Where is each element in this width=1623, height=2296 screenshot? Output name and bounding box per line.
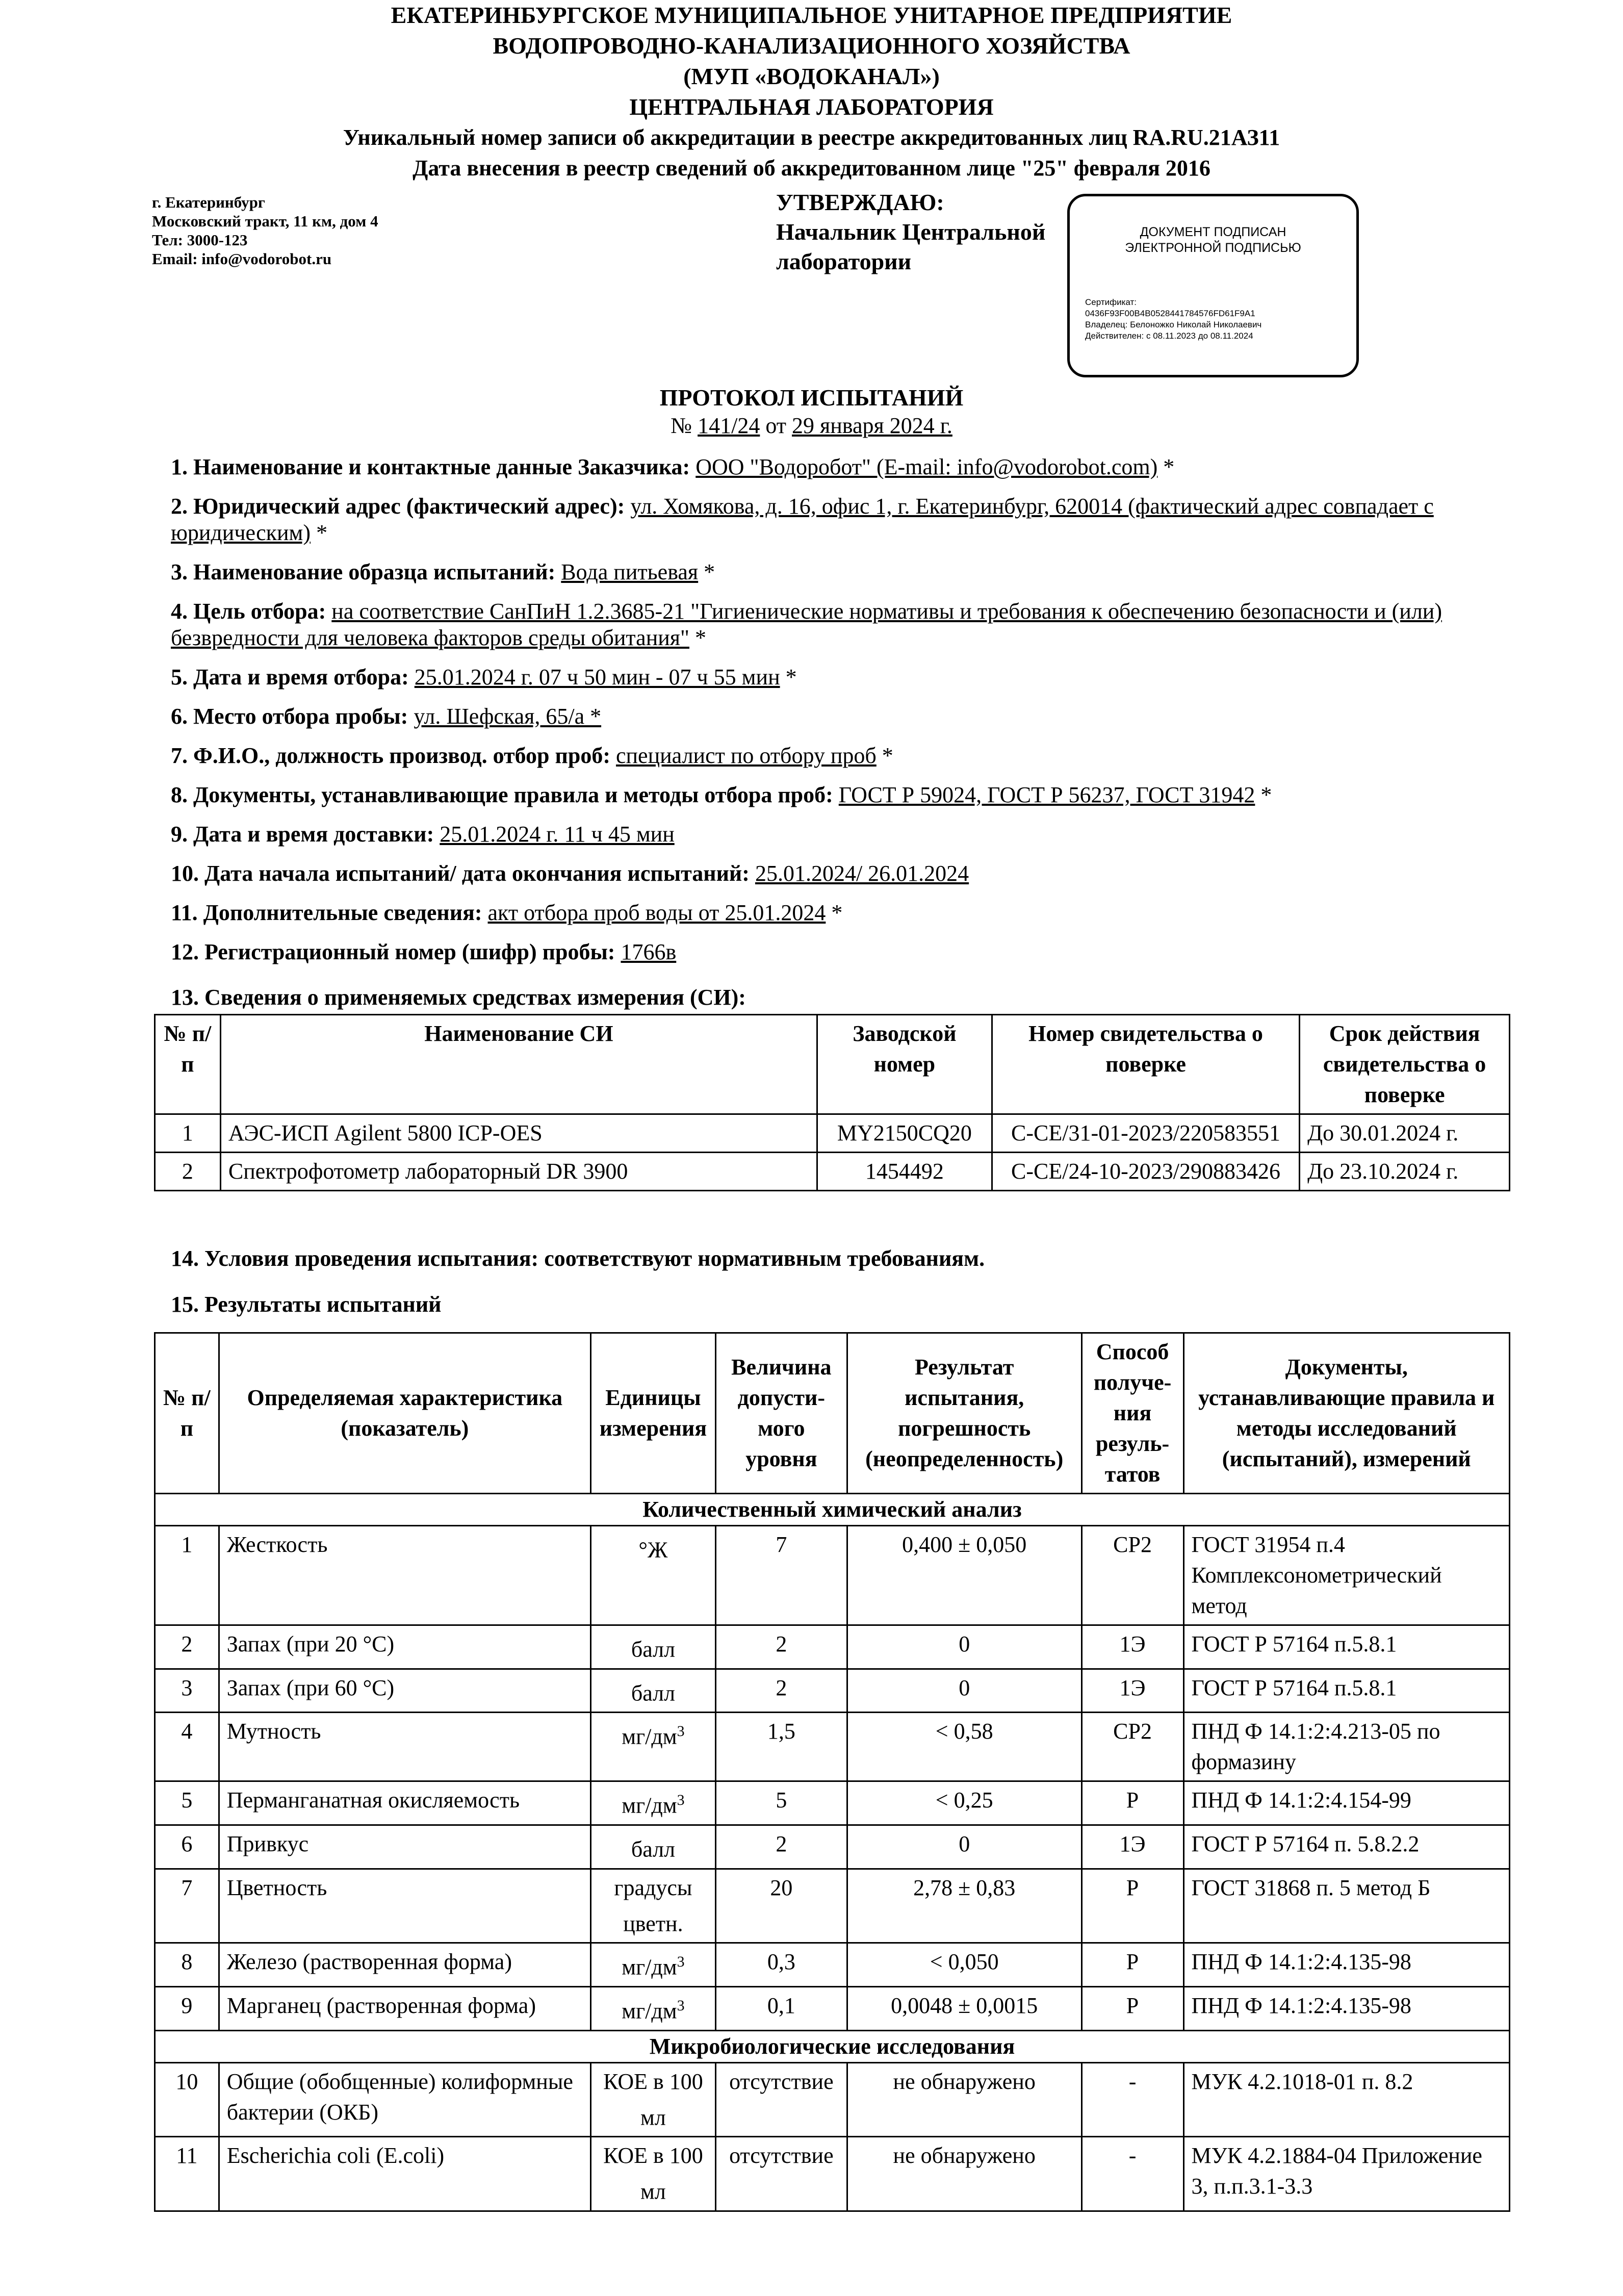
cell-limit: 7 (715, 1526, 847, 1625)
stamp-validity: Действителен: с 08.11.2023 до 08.11.2024 (1085, 331, 1253, 341)
item-suffix: * (1157, 454, 1175, 479)
cell-number: 2 (155, 1625, 219, 1669)
table-row (155, 1669, 1510, 1713)
unit-text: балл (631, 1637, 676, 1662)
stamp-details (1085, 297, 1261, 342)
stamp-title-line: ДОКУМЕНТ ПОДПИСАН (1140, 225, 1286, 239)
table-row (155, 1153, 1510, 1191)
contact-email: Email: info@vodorobot.ru (152, 250, 332, 268)
cell-certificate: С-СЕ/31-01-2023/220583551 (992, 1114, 1299, 1153)
cell-documents: ГОСТ Р 57164 п.5.8.1 (1183, 1625, 1510, 1669)
item-value: 25.01.2024 г. 07 ч 50 мин - 07 ч 55 мин (414, 665, 780, 690)
cell-validity: До 30.01.2024 г. (1300, 1114, 1510, 1153)
cell-number: 1 (155, 1526, 219, 1625)
item-sampler (171, 743, 1507, 769)
table-row (155, 2062, 1510, 2137)
cell-documents: ГОСТ 31954 п.4 Комплексонометрический метод (1183, 1526, 1510, 1625)
col-header-method: Способ получе-ния резуль-татов (1081, 1333, 1183, 1494)
header-line-short: (МУП «ВОДОКАНАЛ») (683, 63, 940, 89)
item-suffix: * (780, 665, 797, 690)
item-customer (171, 454, 1507, 480)
unit-text: мг/дм (622, 1954, 677, 1980)
item-label: 12. Регистрационный номер (шифр) пробы: (171, 939, 621, 964)
col-header-validity: Срок действия свидетельства о поверке (1300, 1015, 1510, 1114)
e-signature-stamp (1067, 194, 1359, 377)
cell-units (590, 1781, 715, 1825)
item-value: ул. Шефская, 65/а * (414, 704, 602, 729)
cell-number: 7 (155, 1869, 219, 1943)
item-value: ул. Хомякова, д. 16, офис 1, г. Екатеринбург, 620014 (фактический адрес совпадает с юридическим) (171, 494, 1434, 545)
protocol-number-prefix: № (671, 413, 698, 438)
item-value: ГОСТ Р 59024, ГОСТ Р 56237, ГОСТ 31942 (838, 782, 1255, 807)
cell-validity: До 23.10.2024 г. (1300, 1153, 1510, 1191)
cell-result: не обнаружено (847, 2062, 1081, 2137)
group-row-chemistry (155, 1494, 1510, 1526)
item-value: 1766в (621, 939, 677, 964)
table-row (155, 1825, 1510, 1869)
item-label: 7. Ф.И.О., должность производ. отбор проб: (171, 743, 616, 768)
cell-serial: MY2150CQ20 (817, 1114, 992, 1153)
cell-documents: МУК 4.2.1018-01 п. 8.2 (1183, 2062, 1510, 2137)
unit-text: мг/дм (622, 1998, 677, 2024)
approve-title: УТВЕРЖДАЮ: (776, 189, 944, 215)
cell-units (590, 1943, 715, 1987)
cell-characteristic: Перманганатная окисляемость (219, 1781, 590, 1825)
cell-documents: ПНД Ф 14.1:2:4.213-05 по формазину (1183, 1713, 1510, 1781)
group-row-microbiology (155, 2030, 1510, 2062)
contact-phone: Тел: 3000-123 (152, 231, 248, 249)
cell-method: - (1081, 2062, 1183, 2137)
item-value: ООО "Водоробот" (E-mail: info@vodorobot.com) (695, 454, 1158, 479)
cell-documents: МУК 4.2.1884-04 Приложение 3, п.п.3.1-3.3 (1183, 2137, 1510, 2211)
item-suffix: * (698, 559, 715, 584)
unit-text: мг/дм (622, 1724, 677, 1749)
item-value: на соответствие СанПиН 1.2.3685-21 "Гигиенические нормативы и требования к обеспечению безопасности и (или) безвредности для человека факторов среды обитания" (171, 599, 1442, 650)
cell-number: 6 (155, 1825, 219, 1869)
item-value: Вода питьевая (561, 559, 699, 584)
item-label: 4. Цель отбора: (171, 599, 332, 624)
stamp-owner: Владелец: Белоножко Николай Николаевич (1085, 320, 1262, 329)
item-delivery-datetime (171, 821, 1507, 848)
cell-limit: 1,5 (715, 1713, 847, 1781)
protocol-title: ПРОТОКОЛ ИСПЫТАНИЙ (659, 385, 964, 411)
item-sampling-datetime (171, 664, 1507, 691)
col-header-units: Единицы измерения (590, 1333, 715, 1494)
protocol-number-line (0, 413, 1623, 439)
cell-documents: ПНД Ф 14.1:2:4.135-98 (1183, 1986, 1510, 2030)
item-suffix: * (826, 900, 843, 925)
si-table (154, 1014, 1510, 1191)
item-test-dates (171, 860, 1507, 887)
cell-si-name: АЭС-ИСП Agilent 5800 ICP-OES (220, 1114, 817, 1153)
contact-city: г. Екатеринбург (152, 193, 265, 211)
cell-limit: 2 (715, 1625, 847, 1669)
cell-method: Р (1081, 1943, 1183, 1987)
organization-header (0, 0, 1623, 184)
cell-method: 1Э (1081, 1669, 1183, 1713)
item-suffix: * (876, 743, 893, 768)
contact-address: Московский тракт, 11 км, дом 4 (152, 212, 378, 230)
cell-method: СР2 (1081, 1713, 1183, 1781)
cell-units (590, 1526, 715, 1625)
cell-documents: ГОСТ Р 57164 п.5.8.1 (1183, 1669, 1510, 1713)
item-label: 6. Место отбора пробы: (171, 704, 414, 729)
cell-limit: отсутствие (715, 2062, 847, 2137)
col-header-si-name: Наименование СИ (220, 1015, 817, 1114)
cell-number: 9 (155, 1986, 219, 2030)
cell-method: Р (1081, 1781, 1183, 1825)
cell-limit: отсутствие (715, 2137, 847, 2211)
col-header-limit: Величина допусти-мого уровня (715, 1333, 847, 1494)
cell-number: 5 (155, 1781, 219, 1825)
approve-position: Начальник Центральной (776, 219, 1046, 245)
unit-exponent: 3 (677, 1723, 685, 1740)
item-label: 10. Дата начала испытаний/ дата окончания испытаний: (171, 861, 755, 886)
cell-method: СР2 (1081, 1526, 1183, 1625)
protocol-items (171, 454, 1507, 978)
item-sampling-documents (171, 782, 1507, 808)
unit-text: КОЕ в 100 мл (603, 2143, 703, 2204)
cell-result: < 0,25 (847, 1781, 1081, 1825)
unit-text: КОЕ в 100 мл (603, 2069, 703, 2130)
results-table-body (155, 1494, 1510, 2211)
item-value: акт отбора проб воды от 25.01.2024 (487, 900, 826, 925)
header-line-org: ЕКАТЕРИНБУРГСКОЕ МУНИЦИПАЛЬНОЕ УНИТАРНОЕ ПРЕДПРИЯТИЕ (391, 2, 1232, 28)
stamp-title-line: ЭЛЕКТРОННОЙ ПОДПИСЬЮ (1125, 241, 1301, 255)
unit-text: балл (631, 1680, 676, 1706)
cell-result: 0 (847, 1625, 1081, 1669)
cell-characteristic: Общие (обобщенные) колиформные бактерии (ОКБ) (219, 2062, 590, 2137)
unit-text: балл (631, 1836, 676, 1862)
item-sampling-place (171, 703, 1507, 730)
cell-characteristic: Запах (при 60 °С) (219, 1669, 590, 1713)
cell-result: не обнаружено (847, 2137, 1081, 2211)
col-header-number: № п/п (155, 1333, 219, 1494)
cell-units (590, 1713, 715, 1781)
cell-limit: 2 (715, 1669, 847, 1713)
cell-units (590, 1669, 715, 1713)
cell-units (590, 1625, 715, 1669)
cell-documents: ПНД Ф 14.1:2:4.154-99 (1183, 1781, 1510, 1825)
cell-limit: 0,3 (715, 1943, 847, 1987)
approve-position-2: лаборатории (776, 248, 912, 274)
unit-exponent: 3 (677, 1792, 685, 1809)
table-row (155, 1869, 1510, 1943)
col-header-result: Результат испытания, погрешность (неопределенность) (847, 1333, 1081, 1494)
cell-si-name: Спектрофотометр лабораторный DR 3900 (220, 1153, 817, 1191)
cell-units (590, 2137, 715, 2211)
cell-result: < 0,58 (847, 1713, 1081, 1781)
cell-limit: 2 (715, 1825, 847, 1869)
cell-limit: 0,1 (715, 1986, 847, 2030)
cell-method: 1Э (1081, 1825, 1183, 1869)
protocol-number: 141/24 (698, 413, 760, 438)
cell-limit: 20 (715, 1869, 847, 1943)
cell-documents: ГОСТ Р 57164 п. 5.8.2.2 (1183, 1825, 1510, 1869)
protocol-date: 29 января 2024 г. (792, 413, 952, 438)
item-value: специалист по отбору проб (615, 743, 877, 768)
item-label: 2. Юридический адрес (фактический адрес): (171, 494, 631, 519)
unit-exponent: 3 (677, 1953, 685, 1971)
item-label: 9. Дата и время доставки: (171, 822, 440, 847)
col-header-documents: Документы, устанавливающие правила и методы исследований (испытаний), измерений (1183, 1333, 1510, 1494)
table-row (155, 1114, 1510, 1153)
unit-text: °Ж (638, 1537, 668, 1563)
item-label: 3. Наименование образца испытаний: (171, 559, 561, 584)
cell-units (590, 1869, 715, 1943)
item-suffix: * (689, 625, 707, 650)
col-header-number: № п/п (155, 1015, 221, 1114)
cell-result: 0,0048 ± 0,0015 (847, 1986, 1081, 2030)
col-header-serial: Заводской номер (817, 1015, 992, 1114)
cell-method: Р (1081, 1869, 1183, 1943)
cell-characteristic: Escherichia coli (E.coli) (219, 2137, 590, 2211)
item-value: 25.01.2024 г. 11 ч 45 мин (440, 822, 675, 847)
protocol-date-prefix: от (760, 413, 792, 438)
table-row (155, 1713, 1510, 1781)
cell-units (590, 1825, 715, 1869)
item-label: 5. Дата и время отбора: (171, 665, 415, 690)
unit-exponent: 3 (677, 1997, 685, 2014)
stamp-certificate-label: Сертификат: (1085, 297, 1137, 307)
cell-serial: 1454492 (817, 1153, 992, 1191)
item-value: 25.01.2024/ 26.01.2024 (755, 861, 969, 886)
table-row (155, 2137, 1510, 2211)
results-table (154, 1332, 1510, 2212)
header-line-org2: ВОДОПРОВОДНО-КАНАЛИЗАЦИОННОГО ХОЗЯЙСТВА (493, 33, 1130, 59)
si-section-label: 13. Сведения о применяемых средствах измерения (СИ): (171, 985, 746, 1010)
item-registration-number (171, 939, 1507, 965)
cell-number: 11 (155, 2137, 219, 2211)
group-label: Количественный химический анализ (155, 1494, 1510, 1526)
si-table-header (155, 1015, 1510, 1114)
item-sample-name (171, 559, 1507, 585)
cell-documents: ПНД Ф 14.1:2:4.135-98 (1183, 1943, 1510, 1987)
cell-units (590, 2062, 715, 2137)
cell-characteristic: Мутность (219, 1713, 590, 1781)
unit-text: градусы цветн. (614, 1875, 692, 1936)
cell-characteristic: Привкус (219, 1825, 590, 1869)
cell-characteristic: Марганец (растворенная форма) (219, 1986, 590, 2030)
approve-block (776, 188, 1045, 276)
col-header-certificate: Номер свидетельства о поверке (992, 1015, 1299, 1114)
cell-result: < 0,050 (847, 1943, 1081, 1987)
cell-number: 8 (155, 1943, 219, 1987)
cell-result: 2,78 ± 0,83 (847, 1869, 1081, 1943)
accreditation-number: Уникальный номер записи об аккредитации в реестре аккредитованных лиц RA.RU.21АЗ11 (343, 125, 1280, 150)
item-label: 8. Документы, устанавливающие правила и методы отбора проб: (171, 782, 839, 807)
item-suffix: * (1255, 782, 1272, 807)
item-suffix: * (311, 520, 328, 545)
cell-method: Р (1081, 1986, 1183, 2030)
item-legal-address (171, 493, 1507, 546)
cell-number: 1 (155, 1114, 221, 1153)
test-conditions: 14. Условия проведения испытания: соответствуют нормативным требованиям. (171, 1246, 985, 1271)
cell-result: 0 (847, 1669, 1081, 1713)
cell-result: 0,400 ± 0,050 (847, 1526, 1081, 1625)
table-row (155, 1526, 1510, 1625)
item-label: 1. Наименование и контактные данные Заказчика: (171, 454, 696, 479)
item-additional-info (171, 900, 1507, 926)
cell-units (590, 1986, 715, 2030)
table-row (155, 1781, 1510, 1825)
item-sampling-purpose (171, 598, 1507, 651)
item-label: 11. Дополнительные сведения: (171, 900, 488, 925)
table-row (155, 1943, 1510, 1987)
cell-method: 1Э (1081, 1625, 1183, 1669)
cell-number: 4 (155, 1713, 219, 1781)
cell-characteristic: Запах (при 20 °С) (219, 1625, 590, 1669)
accreditation-date: Дата внесения в реестр сведений об аккредитованном лице "25" февраля 2016 (413, 156, 1210, 181)
results-section-label: 15. Результаты испытаний (171, 1292, 442, 1317)
stamp-certificate-id: 0436F93F00B4B0528441784576FD61F9A1 (1085, 309, 1255, 318)
cell-method: - (1081, 2137, 1183, 2211)
cell-result: 0 (847, 1825, 1081, 1869)
col-header-characteristic: Определяемая характеристика (показатель) (219, 1333, 590, 1494)
cell-documents: ГОСТ 31868 п. 5 метод Б (1183, 1869, 1510, 1943)
cell-limit: 5 (715, 1781, 847, 1825)
cell-number: 3 (155, 1669, 219, 1713)
header-line-lab: ЦЕНТРАЛЬНАЯ ЛАБОРАТОРИЯ (629, 94, 994, 120)
table-row (155, 1625, 1510, 1669)
cell-characteristic: Жесткость (219, 1526, 590, 1625)
stamp-title (1070, 224, 1356, 256)
table-row (155, 1986, 1510, 2030)
contacts-block (152, 193, 378, 268)
cell-characteristic: Железо (растворенная форма) (219, 1943, 590, 1987)
cell-number: 2 (155, 1153, 221, 1191)
cell-number: 10 (155, 2062, 219, 2137)
group-label: Микробиологические исследования (155, 2030, 1510, 2062)
cell-characteristic: Цветность (219, 1869, 590, 1943)
cell-certificate: С-СЕ/24-10-2023/290883426 (992, 1153, 1299, 1191)
unit-text: мг/дм (622, 1793, 677, 1818)
results-table-header (155, 1333, 1510, 1494)
